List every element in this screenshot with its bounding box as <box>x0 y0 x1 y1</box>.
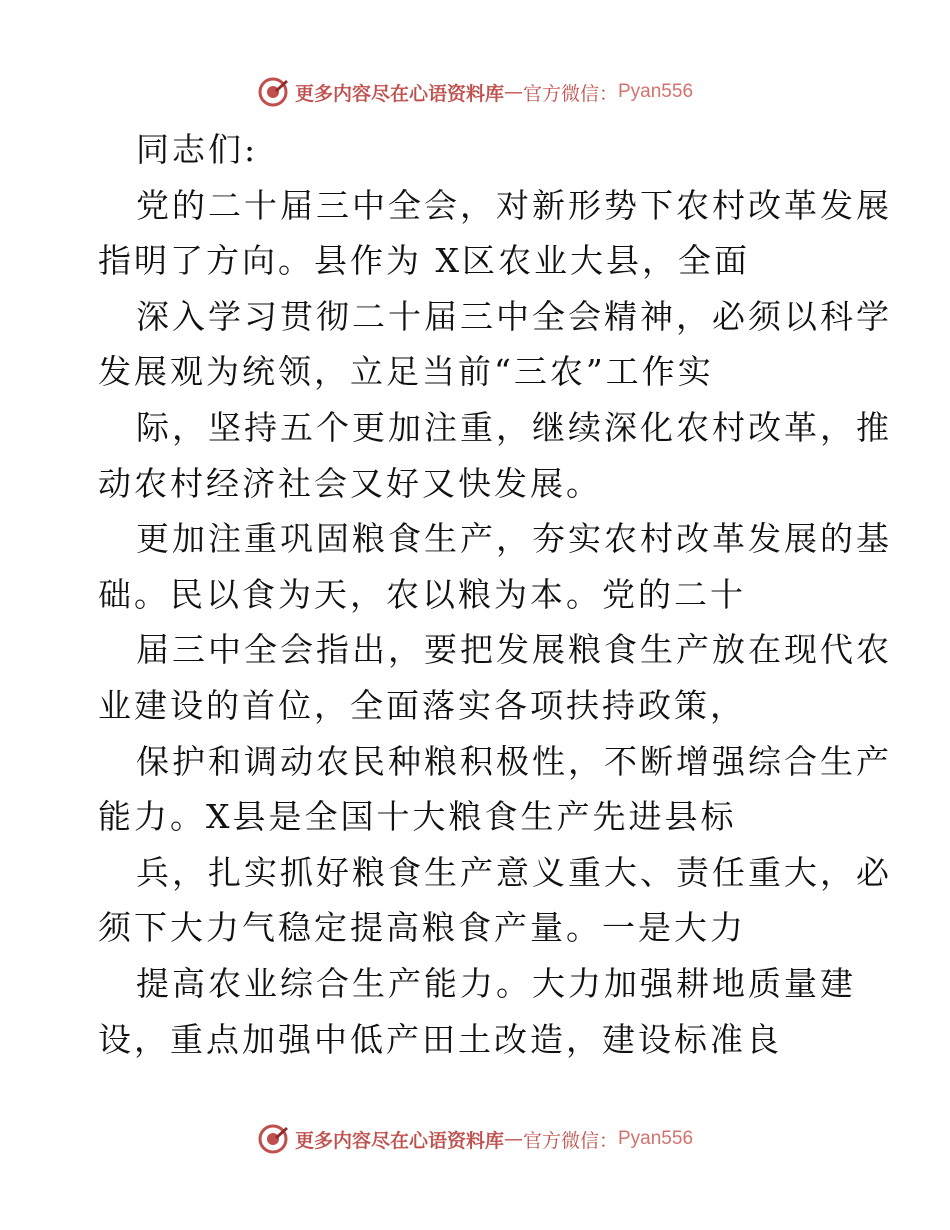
text-line: 指明了方向。县作为 X区农业大县，全面 <box>98 241 750 281</box>
footer-watermark <box>0 1119 950 1159</box>
text-line: 届三中全会指出，要把发展粮食生产放在现代农 <box>136 630 892 670</box>
header-watermark <box>0 72 950 112</box>
pen-circle-logo-icon <box>257 76 289 108</box>
text-line: 须下大力气稳定提高粮食产量。一是大力 <box>98 908 746 948</box>
text-line: 能力。X县是全国十大粮食生产先进县标 <box>98 797 737 837</box>
pen-circle-logo-icon <box>257 1123 289 1155</box>
text-line: 同志们: <box>136 130 259 169</box>
text-line: 深入学习贯彻二十届三中全会精神，必须以科学 <box>136 296 892 336</box>
text-line: 动农村经济社会又好又快发展。 <box>98 463 602 503</box>
text-line: 设，重点加强中低产田土改造，建设标准良 <box>98 1019 782 1059</box>
text-line: 更加注重巩固粮食生产，夯实农村改革发展的基 <box>136 519 892 559</box>
watermark-separator: — <box>503 81 523 103</box>
text-line: 础。民以食为天，农以粮为本。党的二十 <box>98 574 746 614</box>
watermark-separator: — <box>503 1128 523 1150</box>
watermark-main-text: 更多内容尽在心语资料库 <box>294 1129 504 1152</box>
watermark-official-label: 官方微信： <box>522 82 618 105</box>
text-line: 业建设的首位，全面落实各项扶持政策， <box>98 685 746 725</box>
document-body <box>98 122 892 1067</box>
text-line: 兵，扎实抓好粮食生产意义重大、责任重大，必 <box>136 852 892 892</box>
watermark-account-id: Pyan556 <box>618 1128 694 1149</box>
text-line: 保护和调动农民种粮积极性，不断增强综合生产 <box>136 741 892 781</box>
watermark-main-text: 更多内容尽在心语资料库 <box>294 82 504 105</box>
text-line: 提高农业综合生产能力。大力加强耕地质量建 <box>136 963 856 1003</box>
watermark-official-label: 官方微信： <box>522 1129 618 1152</box>
text-line: 党的二十届三中全会，对新形势下农村改革发展 <box>136 185 892 225</box>
text-line: 际，坚持五个更加注重，继续深化农村改革，推 <box>136 407 892 447</box>
watermark-account-id: Pyan556 <box>618 81 694 102</box>
text-line: 发展观为统领，立足当前“三农”工作实 <box>98 352 714 392</box>
